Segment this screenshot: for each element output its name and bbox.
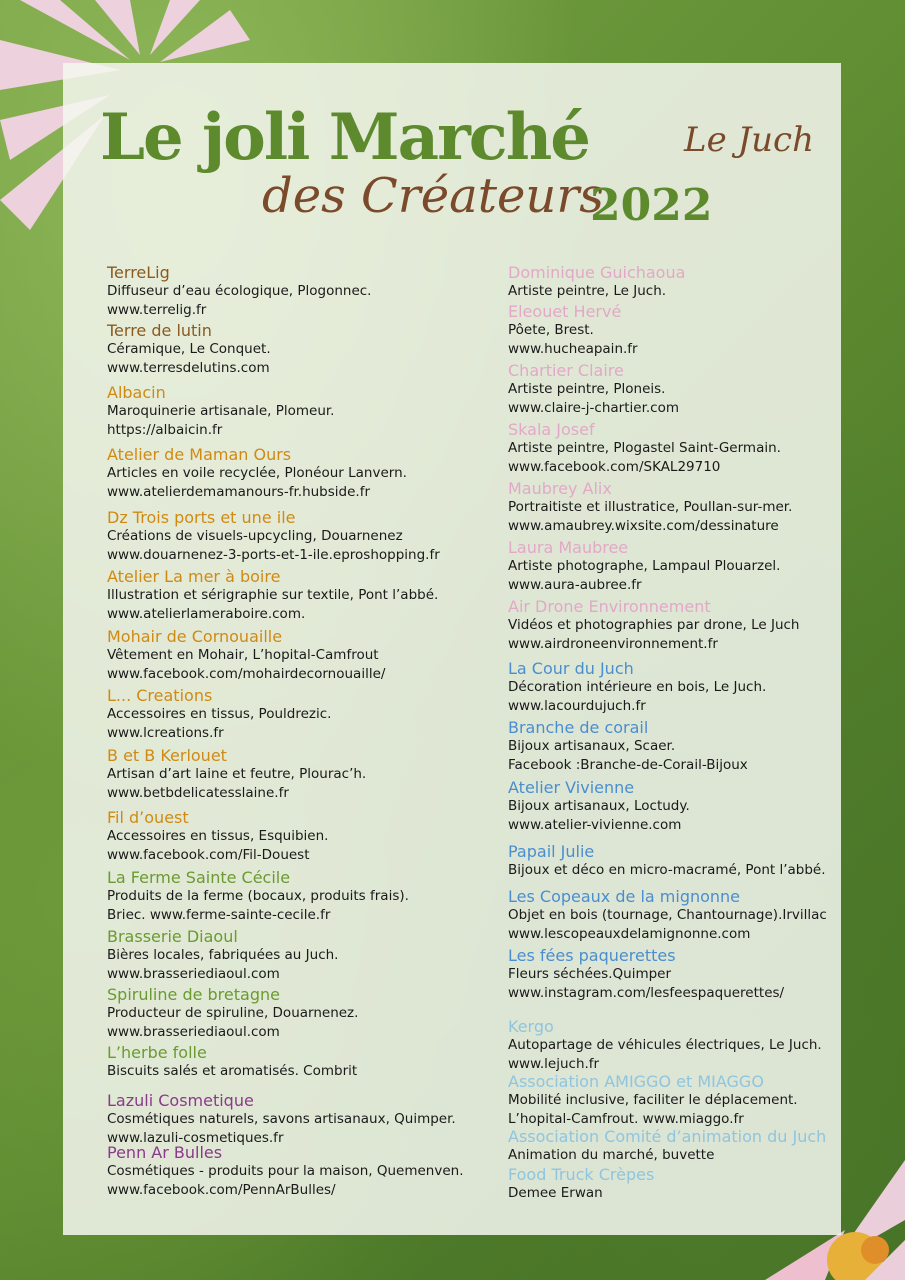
exhibitor-entry (508, 1072, 878, 1129)
exhibitor-name: TerreLig (107, 263, 170, 282)
exhibitor-entry (508, 1165, 878, 1203)
exhibitor-entry (107, 627, 477, 684)
exhibitor-entry (508, 420, 878, 477)
exhibitor-entry (508, 263, 878, 301)
exhibitor-detail: www.claire-j-chartier.com (508, 400, 680, 416)
exhibitor-detail: Vidéos et photographies par drone, Le Juch (508, 617, 800, 633)
exhibitor-name: Mohair de Cornouaille (107, 627, 283, 646)
exhibitor-detail: Produits de la ferme (bocaux, produits frais). (107, 888, 409, 904)
exhibitor-entry (508, 479, 878, 536)
exhibitor-name: Papail Julie (508, 842, 595, 861)
exhibitor-detail: Accessoires en tissus, Pouldrezic. (107, 706, 332, 722)
exhibitor-name: Penn Ar Bulles (107, 1143, 223, 1162)
exhibitor-detail: Pôete, Brest. (508, 322, 594, 338)
exhibitor-name: Albacin (107, 383, 166, 402)
exhibitor-entry (508, 361, 878, 418)
exhibitor-detail: Décoration intérieure en bois, Le Juch. (508, 679, 767, 695)
exhibitor-detail: Artiste peintre, Plogastel Saint-Germain. (508, 440, 781, 456)
exhibitor-detail: Illustration et sérigraphie sur textile, Pont l’abbé. (107, 587, 439, 603)
exhibitor-detail: Artiste photographe, Lampaul Plouarzel. (508, 558, 781, 574)
exhibitor-entry (107, 567, 477, 624)
exhibitor-name: Terre de lutin (107, 321, 212, 340)
exhibitor-detail: www.facebook.com/mohairdecornouaille/ (107, 666, 386, 682)
exhibitor-name: Atelier de Maman Ours (107, 445, 292, 464)
exhibitor-entry (508, 718, 878, 775)
exhibitor-detail: www.facebook.com/Fil-Douest (107, 847, 310, 863)
exhibitor-detail: www.terresdelutins.com (107, 360, 270, 376)
exhibitor-name: Food Truck Crèpes (508, 1165, 655, 1184)
exhibitor-name: Branche de corail (508, 718, 649, 737)
exhibitor-name: L... Creations (107, 686, 213, 705)
exhibitor-detail: Céramique, Le Conquet. (107, 341, 271, 357)
exhibitor-name: Spiruline de bretagne (107, 985, 280, 1004)
exhibitor-name: Chartier Claire (508, 361, 624, 380)
title-year: 2022 (590, 180, 713, 231)
exhibitor-detail: Mobilité inclusive, faciliter le déplacement. (508, 1092, 798, 1108)
exhibitor-entry (107, 508, 477, 565)
exhibitor-detail: Articles en voile recyclée, Plonéour Lanvern. (107, 465, 407, 481)
exhibitor-name: Eleouet Hervé (508, 302, 622, 321)
exhibitor-detail: Fleurs séchées.Quimper (508, 966, 672, 982)
exhibitor-detail: www.lacourdujuch.fr (508, 698, 646, 714)
exhibitor-entry (508, 302, 878, 359)
exhibitor-detail: Facebook :Branche-de-Corail-Bijoux (508, 757, 748, 773)
exhibitor-detail: www.aura-aubree.fr (508, 577, 642, 593)
exhibitor-detail: Accessoires en tissus, Esquibien. (107, 828, 329, 844)
title-location: Le Juch (684, 120, 814, 160)
exhibitor-detail: Producteur de spiruline, Douarnenez. (107, 1005, 359, 1021)
exhibitor-name: Laura Maubree (508, 538, 629, 557)
exhibitor-detail: Autopartage de véhicules électriques, Le Juch. (508, 1037, 822, 1053)
exhibitor-entry (508, 597, 878, 654)
exhibitor-detail: Artiste peintre, Ploneis. (508, 381, 666, 397)
exhibitor-detail: Portraitiste et illustratice, Poullan-sur-mer. (508, 499, 793, 515)
exhibitor-name: Les fées paquerettes (508, 946, 676, 965)
title-subtitle: des Créateurs (262, 168, 604, 224)
exhibitor-entry (508, 1017, 878, 1074)
exhibitor-detail: www.brasseriediaoul.com (107, 1024, 280, 1040)
exhibitor-detail: Demee Erwan (508, 1185, 603, 1201)
exhibitor-entry (107, 985, 477, 1042)
exhibitor-name: Kergo (508, 1017, 554, 1036)
exhibitor-detail: Maroquinerie artisanale, Plomeur. (107, 403, 335, 419)
exhibitor-name: Fil d’ouest (107, 808, 189, 827)
exhibitor-entry (107, 927, 477, 984)
exhibitor-detail: Cosmétiques - produits pour la maison, Quemenven. (107, 1163, 464, 1179)
exhibitor-entry (107, 746, 477, 803)
exhibitor-detail: Biscuits salés et aromatisés. Combrit (107, 1063, 358, 1079)
exhibitor-name: Dominique Guichaoua (508, 263, 686, 282)
exhibitor-detail: Bijoux et déco en micro-macramé, Pont l’abbé. (508, 862, 826, 878)
exhibitor-detail: Objet en bois (tournage, Chantournage).Irvillac (508, 907, 827, 923)
exhibitor-detail: L’hopital-Camfrout. www.miaggo.fr (508, 1111, 744, 1127)
exhibitor-entry (107, 383, 477, 440)
exhibitor-name: Les Copeaux de la mignonne (508, 887, 741, 906)
exhibitor-detail: Diffuseur d’eau écologique, Plogonnec. (107, 283, 372, 299)
exhibitor-name: Maubrey Alix (508, 479, 612, 498)
exhibitor-name: Skala Josef (508, 420, 595, 439)
exhibitor-detail: Briec. www.ferme-sainte-cecile.fr (107, 907, 331, 923)
exhibitor-detail: www.lazuli-cosmetiques.fr (107, 1130, 284, 1146)
exhibitor-detail: Bières locales, fabriquées au Juch. (107, 947, 339, 963)
exhibitor-name: La Ferme Sainte Cécile (107, 868, 291, 887)
exhibitor-entry (508, 778, 878, 835)
exhibitor-entry (107, 263, 477, 320)
exhibitor-detail: www.facebook.com/PennArBulles/ (107, 1182, 336, 1198)
exhibitor-entry (107, 1143, 477, 1200)
exhibitor-detail: www.atelierlameraboire.com. (107, 606, 306, 622)
exhibitor-name: Lazuli Cosmetique (107, 1091, 254, 1110)
exhibitor-name: Association Comité d’animation du Juch (508, 1127, 827, 1146)
exhibitor-detail: www.betbdelicatesslaine.fr (107, 785, 289, 801)
exhibitor-entry (107, 868, 477, 925)
exhibitor-name: Atelier La mer à boire (107, 567, 281, 586)
exhibitor-entry (107, 321, 477, 378)
exhibitor-name: Brasserie Diaoul (107, 927, 238, 946)
exhibitor-detail: https://albaicin.fr (107, 422, 223, 438)
exhibitor-detail: www.lejuch.fr (508, 1056, 600, 1072)
exhibitor-detail: www.instagram.com/lesfeespaquerettes/ (508, 985, 785, 1001)
exhibitor-detail: Bijoux artisanaux, Scaer. (508, 738, 676, 754)
exhibitor-entry (107, 1091, 477, 1148)
exhibitor-detail: Cosmétiques naturels, savons artisanaux, Quimper. (107, 1111, 456, 1127)
exhibitor-entry (107, 445, 477, 502)
exhibitor-entry (508, 659, 878, 716)
exhibitor-detail: www.atelier-vivienne.com (508, 817, 682, 833)
exhibitor-name: Atelier Vivienne (508, 778, 635, 797)
exhibitor-detail: www.terrelig.fr (107, 302, 207, 318)
exhibitor-entry (508, 842, 878, 880)
exhibitor-detail: www.atelierdemamanours-fr.hubside.fr (107, 484, 371, 500)
exhibitor-detail: www.airdroneenvironnement.fr (508, 636, 718, 652)
exhibitor-entry (107, 1043, 477, 1081)
exhibitor-name: Air Drone Environnement (508, 597, 711, 616)
exhibitor-detail: www.facebook.com/SKAL29710 (508, 459, 721, 475)
exhibitor-name: Dz Trois ports et une ile (107, 508, 296, 527)
exhibitor-detail: Artisan d’art laine et feutre, Plourac’h. (107, 766, 367, 782)
exhibitor-detail: www.lcreations.fr (107, 725, 224, 741)
exhibitor-detail: Animation du marché, buvette (508, 1147, 715, 1163)
exhibitor-entry (508, 1127, 878, 1165)
exhibitor-detail: www.hucheapain.fr (508, 341, 638, 357)
exhibitor-detail: Créations de visuels-upcycling, Douarnenez (107, 528, 403, 544)
exhibitor-detail: www.lescopeauxdelamignonne.com (508, 926, 751, 942)
exhibitor-entry (508, 538, 878, 595)
exhibitor-detail: Artiste peintre, Le Juch. (508, 283, 667, 299)
exhibitor-detail: www.brasseriediaoul.com (107, 966, 280, 982)
exhibitor-entry (508, 946, 878, 1003)
exhibitor-detail: www.amaubrey.wixsite.com/dessinature (508, 518, 779, 534)
exhibitor-entry (107, 686, 477, 743)
exhibitor-entry (107, 808, 477, 865)
exhibitor-detail: Bijoux artisanaux, Loctudy. (508, 798, 690, 814)
exhibitor-detail: Vêtement en Mohair, L’hopital-Camfrout (107, 647, 379, 663)
exhibitor-detail: www.douarnenez-3-ports-et-1-ile.eproshopping.fr (107, 547, 440, 563)
exhibitor-name: B et B Kerlouet (107, 746, 227, 765)
exhibitor-name: L’herbe folle (107, 1043, 207, 1062)
title-main: Le joli Marché (100, 100, 589, 175)
exhibitor-name: La Cour du Juch (508, 659, 634, 678)
exhibitor-name: Association AMIGGO et MIAGGO (508, 1072, 764, 1091)
exhibitor-entry (508, 887, 878, 944)
